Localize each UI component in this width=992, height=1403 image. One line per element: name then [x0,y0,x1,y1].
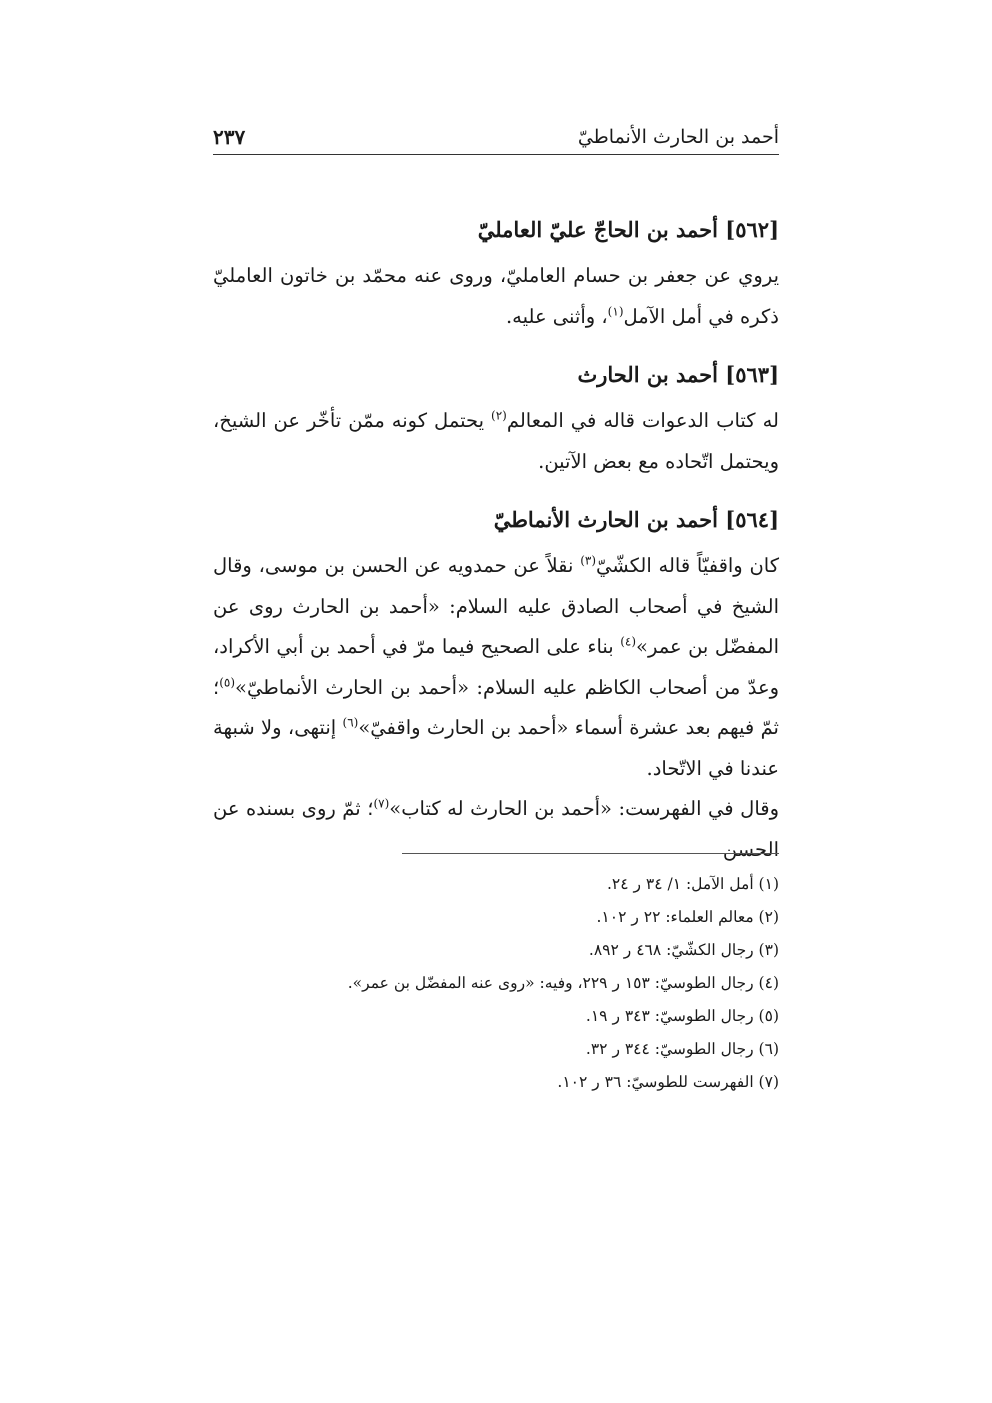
entry-heading: [٥٦٣] أحمد بن الحارث [577,362,779,387]
footnote-item: (٥) رجال الطوسيّ: ٣٤٣ ر ١٩. [585,1007,779,1025]
footnote-item: (٣) رجال الكشّيّ: ٤٦٨ ر ٨٩٢. [588,941,779,959]
paragraph-text: كان واقفيّاً قاله الكشّيّ [596,554,779,577]
footnote-marker[interactable]: (١) [607,304,624,318]
footnote-item: (٤) رجال الطوسيّ: ١٥٣ ر ٢٢٩، وفيه: «روى عنه المفضّل بن عمر». [347,974,779,992]
paragraph-text: وقال في الفهرست: «أحمد بن الحارث له كتاب» [389,797,779,820]
paragraph-text: نقلاً عن حمدويه عن الحسن بن موسى، وقال الشيخ في أصحاب الصادق عليه السلام: «أحمد بن الحارث روى عن المفضّل بن عمر» [213,554,779,658]
footnote-item: (٢) معالم العلماء: ٢٢ ر ١٠٢. [596,908,779,926]
footnote-marker[interactable]: (٥) [219,675,236,689]
footnote-marker[interactable]: (٢) [491,408,507,423]
entry [213,500,779,870]
page-body [213,210,779,888]
entry [213,355,779,482]
paragraph-text: ، وأثنى عليه. [505,304,608,328]
footnote-marker[interactable]: (٣) [580,553,597,568]
paragraph-text: يحتمل كونه ممّن تأخّر عن الشيخ، ويحتمل اتّحاده مع بعض الآتين. [213,409,779,473]
page-number: ٢٣٧ [213,125,246,149]
running-title: أحمد بن الحارث الأنماطيّ [577,126,779,148]
entry-paragraph [213,401,779,482]
footnote-marker[interactable]: (٦) [342,715,359,730]
entry-heading: [٥٦٢] أحمد بن الحاجّ عليّ العامليّ [477,217,779,242]
entry [213,210,779,337]
footnote-item: (٧) الفهرست للطوسيّ: ٣٦ ر ١٠٢. [557,1073,779,1091]
page-header [213,120,779,155]
entry-heading: [٥٦٤] أحمد بن الحارث الأنماطيّ [493,507,779,532]
entry-paragraph [213,546,779,789]
paragraph-text: إنتهى، ولا شبهة عندنا في الاتّحاد. [213,716,779,780]
paragraph-text: يروي عن جعفر بن حسام العامليّ، وروى عنه محمّد بن خاتون العامليّ ذكره في أمل الآمل [213,264,779,328]
footnote-marker[interactable]: (٧) [373,796,390,811]
footnote-item: (١) أمل الآمل: ١/ ٣٤ ر ٢٤. [606,875,779,893]
paragraph-text: ؛ ثمّ فيهم بعد عشرة أسماء «أحمد بن الحارث واقفيّ» [213,675,779,739]
paragraph-text: له كتاب الدعوات قاله في المعالم [506,409,779,432]
footnotes-list [213,868,779,1099]
paragraph-text: ؛ ثمّ روى بسنده عن الحسن [213,797,779,861]
footnote-item: (٦) رجال الطوسيّ: ٣٤٤ ر ٣٢. [585,1040,779,1058]
entry-paragraph [213,256,779,337]
paragraph-text: بناء على الصحيح فيما مرّ في أحمد بن أبي الأكراد، وعدّ من أصحاب الكاظم عليه السلام: «أحمد بن الحارث الأنماطيّ» [213,635,779,699]
footnote-separator [402,853,779,854]
entry-paragraph [213,789,779,870]
footnote-marker[interactable]: (٤) [620,634,637,649]
